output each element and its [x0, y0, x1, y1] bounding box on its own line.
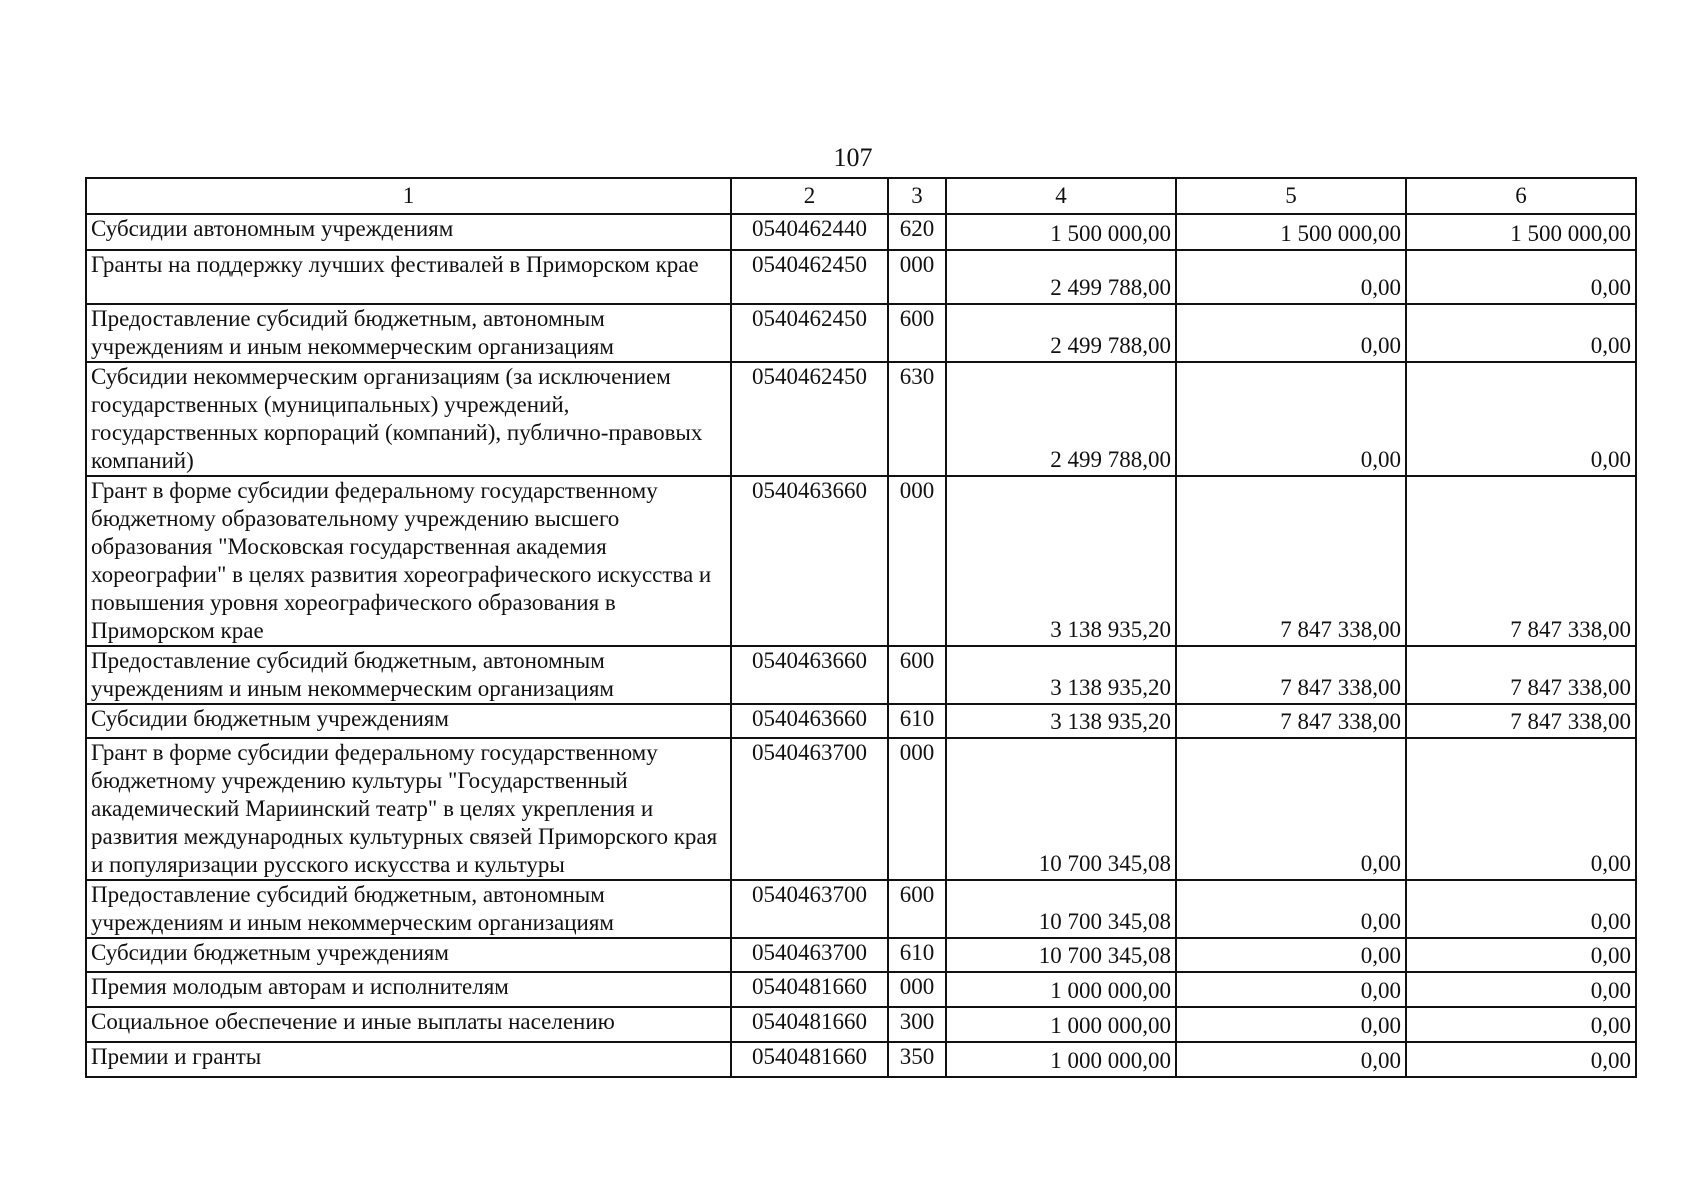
row-value-col5-cell: 1 500 000,00 — [1176, 214, 1406, 250]
table-row — [86, 646, 1636, 704]
table-row — [86, 1007, 1636, 1042]
row-name-cell: Гранты на поддержку лучших фестивалей в Приморском крае — [86, 250, 731, 304]
row-value-col6-cell: 0,00 — [1406, 938, 1636, 972]
table-row — [86, 214, 1636, 250]
page-number: 107 — [833, 143, 873, 172]
row-value-col4-cell: 1 000 000,00 — [946, 1007, 1176, 1042]
row-value-col4-cell: 10 700 345,08 — [946, 880, 1176, 938]
row-code-cell: 0540462440 — [731, 214, 888, 250]
row-value-col6-cell: 7 847 338,00 — [1406, 476, 1636, 646]
row-type-cell: 600 — [888, 646, 946, 704]
row-value-col5-cell: 0,00 — [1176, 1042, 1406, 1077]
row-value-col5-cell: 0,00 — [1176, 362, 1406, 476]
budget-table-body — [86, 178, 1636, 1077]
row-value-col4-cell: 1 500 000,00 — [946, 214, 1176, 250]
row-name-cell: Предоставление субсидий бюджетным, автономным учреждениям и иным некоммерческим организациям — [86, 304, 731, 362]
row-code-cell: 0540463660 — [731, 476, 888, 646]
row-code-cell: 0540481660 — [731, 1042, 888, 1077]
row-type-cell: 000 — [888, 476, 946, 646]
column-header: 4 — [946, 178, 1176, 214]
table-row — [86, 704, 1636, 738]
table-row — [86, 1042, 1636, 1077]
row-value-col6-cell: 0,00 — [1406, 362, 1636, 476]
row-name-cell: Премия молодым авторам и исполнителям — [86, 972, 731, 1007]
row-value-col5-cell: 0,00 — [1176, 738, 1406, 880]
column-header: 1 — [86, 178, 731, 214]
row-value-col6-cell: 0,00 — [1406, 880, 1636, 938]
row-code-cell: 0540463700 — [731, 938, 888, 972]
table-row — [86, 250, 1636, 304]
row-name-cell: Субсидии бюджетным учреждениям — [86, 938, 731, 972]
row-code-cell: 0540463700 — [731, 880, 888, 938]
row-type-cell: 620 — [888, 214, 946, 250]
row-value-col4-cell: 2 499 788,00 — [946, 304, 1176, 362]
row-code-cell: 0540481660 — [731, 972, 888, 1007]
row-value-col4-cell: 1 000 000,00 — [946, 972, 1176, 1007]
table-row — [86, 972, 1636, 1007]
row-value-col5-cell: 7 847 338,00 — [1176, 646, 1406, 704]
row-value-col5-cell: 7 847 338,00 — [1176, 476, 1406, 646]
row-value-col5-cell: 7 847 338,00 — [1176, 704, 1406, 738]
table-row — [86, 362, 1636, 476]
row-value-col4-cell: 1 000 000,00 — [946, 1042, 1176, 1077]
row-value-col5-cell: 0,00 — [1176, 1007, 1406, 1042]
row-value-col6-cell: 7 847 338,00 — [1406, 646, 1636, 704]
row-value-col4-cell: 10 700 345,08 — [946, 738, 1176, 880]
table-row — [86, 880, 1636, 938]
row-name-cell: Субсидии автономным учреждениям — [86, 214, 731, 250]
row-type-cell: 600 — [888, 304, 946, 362]
table-row — [86, 738, 1636, 880]
row-value-col6-cell: 0,00 — [1406, 738, 1636, 880]
table-row — [86, 476, 1636, 646]
row-value-col6-cell: 1 500 000,00 — [1406, 214, 1636, 250]
row-value-col6-cell: 0,00 — [1406, 250, 1636, 304]
row-value-col6-cell: 0,00 — [1406, 304, 1636, 362]
row-value-col4-cell: 3 138 935,20 — [946, 646, 1176, 704]
row-name-cell: Субсидии бюджетным учреждениям — [86, 704, 731, 738]
row-code-cell: 0540462450 — [731, 304, 888, 362]
row-value-col6-cell: 0,00 — [1406, 1007, 1636, 1042]
row-value-col5-cell: 0,00 — [1176, 938, 1406, 972]
row-type-cell: 000 — [888, 250, 946, 304]
row-value-col5-cell: 0,00 — [1176, 972, 1406, 1007]
row-type-cell: 600 — [888, 880, 946, 938]
row-name-cell: Премии и гранты — [86, 1042, 731, 1077]
row-type-cell: 610 — [888, 704, 946, 738]
column-header: 5 — [1176, 178, 1406, 214]
row-value-col5-cell: 0,00 — [1176, 880, 1406, 938]
row-code-cell: 0540463660 — [731, 646, 888, 704]
column-header: 6 — [1406, 178, 1636, 214]
row-name-cell: Грант в форме субсидии федеральному государственному бюджетному образовательному учреждению высшего образования "Московская государственная академия хореографии" в целях развития хореографического искусства и повышения уровня хореографического образования в Приморском крае — [86, 476, 731, 646]
column-header: 2 — [731, 178, 888, 214]
column-header: 3 — [888, 178, 946, 214]
table-header-row — [86, 178, 1636, 214]
row-code-cell: 0540462450 — [731, 362, 888, 476]
row-value-col4-cell: 10 700 345,08 — [946, 938, 1176, 972]
row-value-col4-cell: 2 499 788,00 — [946, 250, 1176, 304]
row-code-cell: 0540463700 — [731, 738, 888, 880]
row-code-cell: 0540463660 — [731, 704, 888, 738]
row-name-cell: Субсидии некоммерческим организациям (за исключением государственных (муниципальных) учреждений, государственных корпораций (компаний), публично-правовых компаний) — [86, 362, 731, 476]
row-type-cell: 300 — [888, 1007, 946, 1042]
row-type-cell: 610 — [888, 938, 946, 972]
row-name-cell: Предоставление субсидий бюджетным, автономным учреждениям и иным некоммерческим организациям — [86, 880, 731, 938]
row-value-col6-cell: 0,00 — [1406, 972, 1636, 1007]
row-name-cell: Грант в форме субсидии федеральному государственному бюджетному учреждению культуры "Государственный академический Мариинский театр" в целях укрепления и развития международных культурных связей Приморского края и популяризации русского искусства и культуры — [86, 738, 731, 880]
row-value-col6-cell: 0,00 — [1406, 1042, 1636, 1077]
row-value-col6-cell: 7 847 338,00 — [1406, 704, 1636, 738]
row-type-cell: 350 — [888, 1042, 946, 1077]
row-value-col4-cell: 3 138 935,20 — [946, 704, 1176, 738]
row-value-col4-cell: 2 499 788,00 — [946, 362, 1176, 476]
row-value-col5-cell: 0,00 — [1176, 304, 1406, 362]
row-type-cell: 630 — [888, 362, 946, 476]
row-code-cell: 0540462450 — [731, 250, 888, 304]
row-value-col5-cell: 0,00 — [1176, 250, 1406, 304]
row-code-cell: 0540481660 — [731, 1007, 888, 1042]
budget-table — [85, 177, 1637, 1078]
row-value-col4-cell: 3 138 935,20 — [946, 476, 1176, 646]
row-type-cell: 000 — [888, 972, 946, 1007]
row-type-cell: 000 — [888, 738, 946, 880]
row-name-cell: Социальное обеспечение и иные выплаты населению — [86, 1007, 731, 1042]
table-row — [86, 938, 1636, 972]
table-row — [86, 304, 1636, 362]
row-name-cell: Предоставление субсидий бюджетным, автономным учреждениям и иным некоммерческим организациям — [86, 646, 731, 704]
